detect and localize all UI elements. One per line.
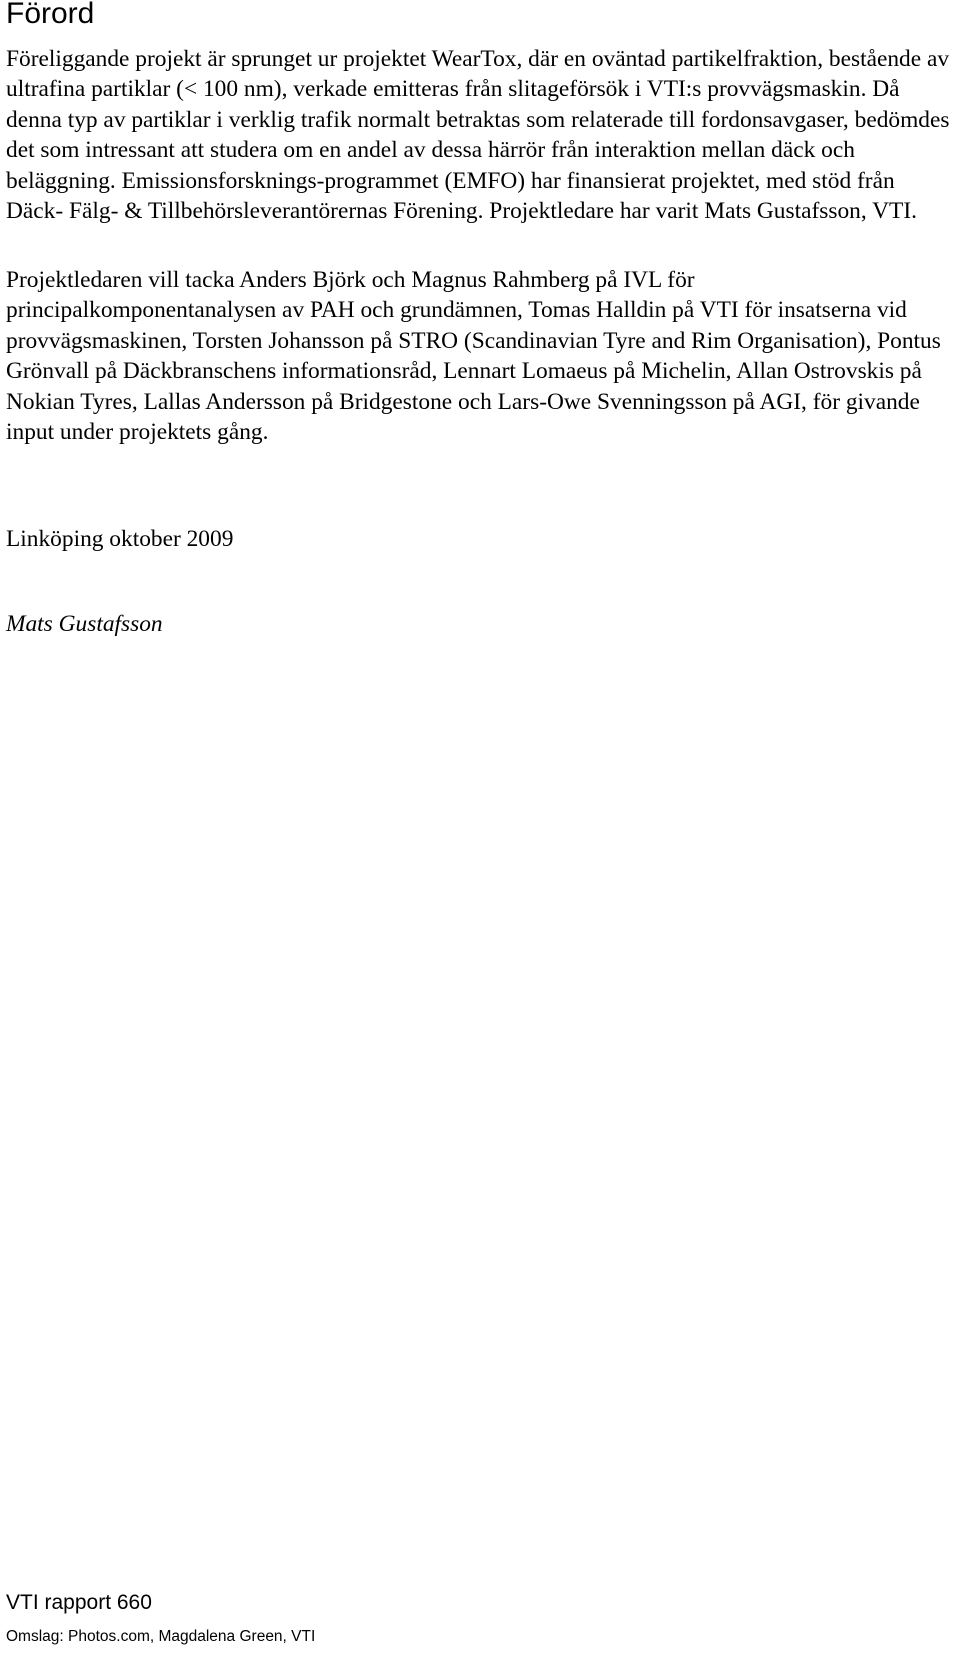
cover-photo-credit: Omslag: Photos.com, Magdalena Green, VTI: [6, 1628, 316, 1645]
body-paragraph-intro: Föreliggande projekt är sprunget ur projektet WearTox, där en oväntad partikelfraktion, bestående av ultrafina partiklar (< 100 nm), verkade emitteras från slitageförsök i VTI:s provvägsmaskin. Då denna typ av partiklar i verklig trafik normalt betraktas som relaterade till fordonsavgaser, bedömdes det som intressant att studera om en andel av dessa härrör från interaktion mellan däck och beläggning. Emissionsforsknings-programmet (EMFO) har finansierat projektet, med stöd från Däck- Fälg- & Tillbehörsleverantörernas Förening. Projektledare har varit Mats Gustafsson, VTI.: [6, 46, 950, 225]
body-paragraph-acknowledgements: Projektledaren vill tacka Anders Björk och Magnus Rahmberg på IVL för principalkomponentanalysen av PAH och grundämnen, Tomas Halldin på VTI för insatserna vid provvägsmaskinen, Torsten Johansson på STRO (Scandinavian Tyre and Rim Organisation), Pontus Grönvall på Däckbranschens informationsråd, Lennart Lomaeus på Michelin, Allan Ostrovskis på Nokian Tyres, Lallas Andersson på Bridgestone och Lars-Owe Svenningsson på AGI, för givande input under projektets gång.: [6, 267, 941, 446]
author-signature: Mats Gustafsson: [6, 611, 163, 637]
report-number: VTI rapport 660: [6, 1591, 152, 1614]
page-title: Förord: [6, 0, 95, 30]
place-and-date: Linköping oktober 2009: [6, 526, 234, 552]
